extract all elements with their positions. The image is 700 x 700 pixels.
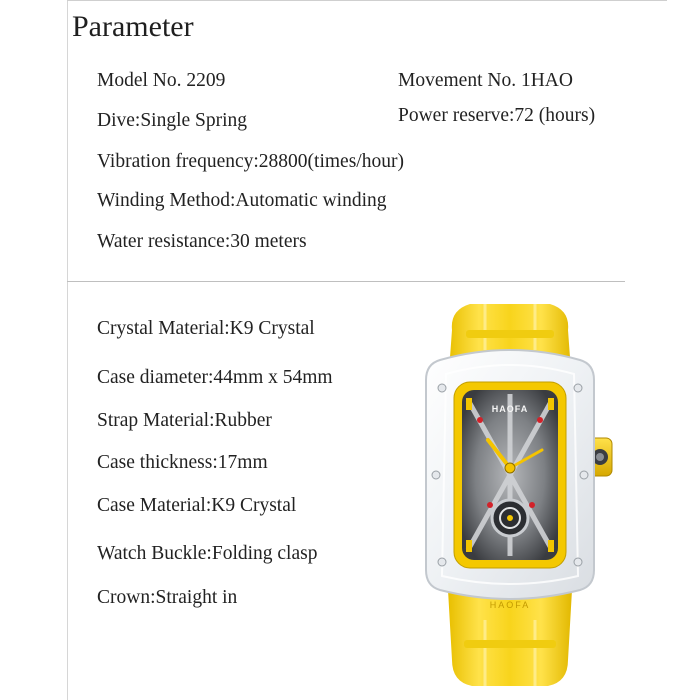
spec-water: Water resistance:30 meters bbox=[97, 231, 307, 252]
spec-movement: Movement No. 1HAO bbox=[398, 70, 573, 91]
spec-dive: Dive:Single Spring bbox=[97, 110, 248, 131]
spec-case-material: Case Material:K9 Crystal bbox=[97, 495, 297, 516]
strap-brand-text: HAOFA bbox=[489, 600, 531, 610]
watch-image bbox=[380, 290, 640, 690]
spec-buckle: Watch Buckle:Folding clasp bbox=[97, 543, 318, 564]
dial-brand-text: HAOFA bbox=[491, 404, 529, 414]
spec-strap: Strap Material:Rubber bbox=[97, 410, 272, 431]
spec-winding: Winding Method:Automatic winding bbox=[97, 190, 387, 211]
spec-power-reserve: Power reserve:72 (hours) bbox=[398, 105, 596, 126]
spec-model: Model No. 2209 bbox=[97, 70, 226, 91]
spec-thickness: Case thickness:17mm bbox=[97, 452, 268, 473]
top-border-line bbox=[67, 0, 667, 1]
spec-vibration: Vibration frequency:28800(times/hour) bbox=[97, 151, 404, 172]
left-border-line bbox=[67, 0, 68, 700]
section-divider bbox=[67, 281, 625, 282]
lower-strap bbox=[448, 590, 572, 686]
spec-diameter: Case diameter:44mm x 54mm bbox=[97, 367, 333, 388]
page-title: Parameter bbox=[72, 10, 194, 43]
spec-crystal: Crystal Material:K9 Crystal bbox=[97, 318, 315, 339]
spec-crown: Crown:Straight in bbox=[97, 587, 238, 608]
